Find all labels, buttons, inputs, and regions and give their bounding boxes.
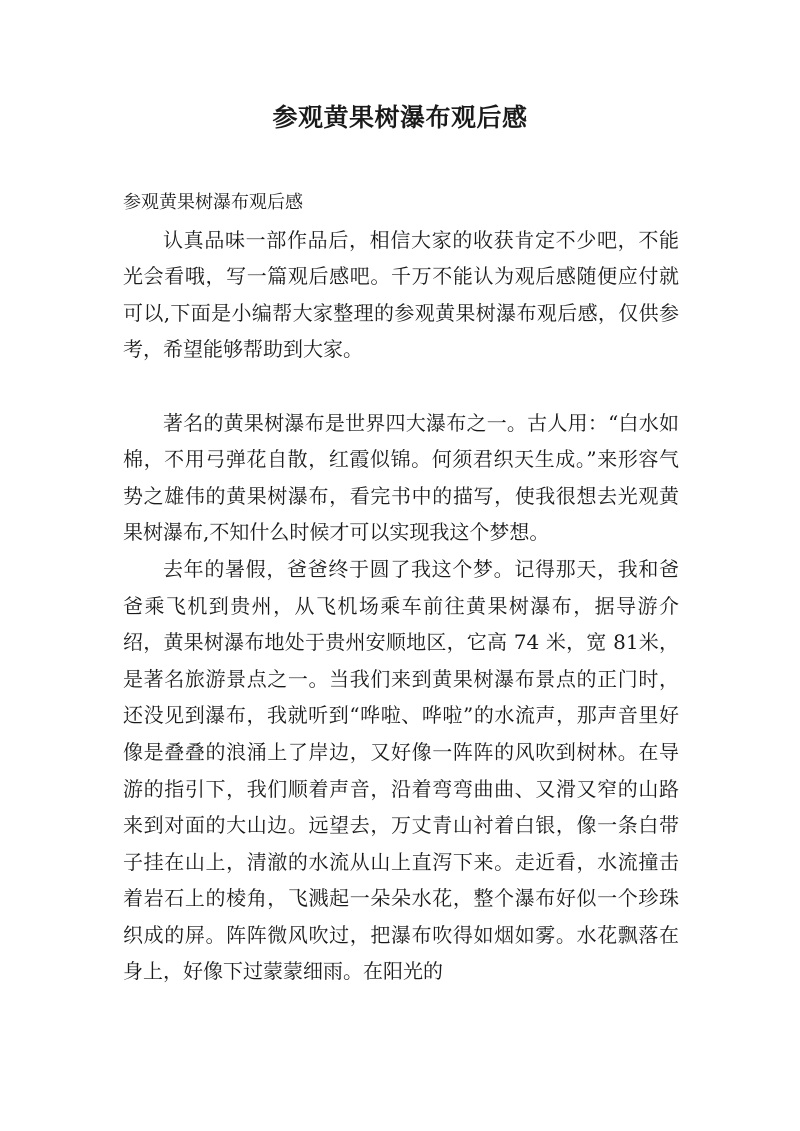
- paragraph-gap: [123, 368, 679, 405]
- document-body: [123, 185, 679, 990]
- document-subtitle: 参观黄果树瀑布观后感: [123, 192, 303, 213]
- paragraph-body: 著名的黄果树瀑布是世界四大瀑布之一。古人用：“白水如棉，不用弓弹花自散，红霞似锦。何须君织天生成。”来形容气势之雄伟的黄果树瀑布，看完书中的描写，使我很想去光观黄果树瀑布,不知什么时候才可以实现我这个梦想。: [123, 410, 679, 545]
- document-title: 参观黄果树瀑布观后感: [272, 103, 528, 132]
- paragraph-intro: 认真品味一部作品后，相信大家的收获肯定不少吧，不能光会看哦，写一篇观后感吧。千万不能认为观后感随便应付就可以,下面是小编帮大家整理的参观黄果树瀑布观后感，仅供参考，希望能够帮助到大家。: [123, 227, 679, 362]
- paragraph-body: 去年的暑假，爸爸终于圆了我这个梦。记得那天，我和爸爸乘飞机到贵州，从飞机场乘车前往黄果树瀑布，据导游介绍，黄果树瀑布地处于贵州安顺地区，它高 74 米，宽 81米，是著名旅游景点之一。当我们来到黄果树瀑布景点的正门时，还没见到瀑布，我就听到“哗啦、哗啦”的水流声，那声音里好像是叠叠的浪涌上了岸边，又好像一阵阵的风吹到树林。在导游的指引下，我们顺着声音，沿着弯弯曲曲、又滑又窄的山路来到对面的大山边。远望去，万丈青山衬着白银，像一条白带子挂在山上，清澈的水流从山上直泻下来。走近看，水流撞击着岩石上的棱角，飞溅起一朵朵水花，整个瀑布好似一个珍珠织成的屏。阵阵微风吹过，把瀑布吹得如烟如雾。水花飘落在身上，好像下过蒙蒙细雨。在阳光的: [123, 556, 679, 984]
